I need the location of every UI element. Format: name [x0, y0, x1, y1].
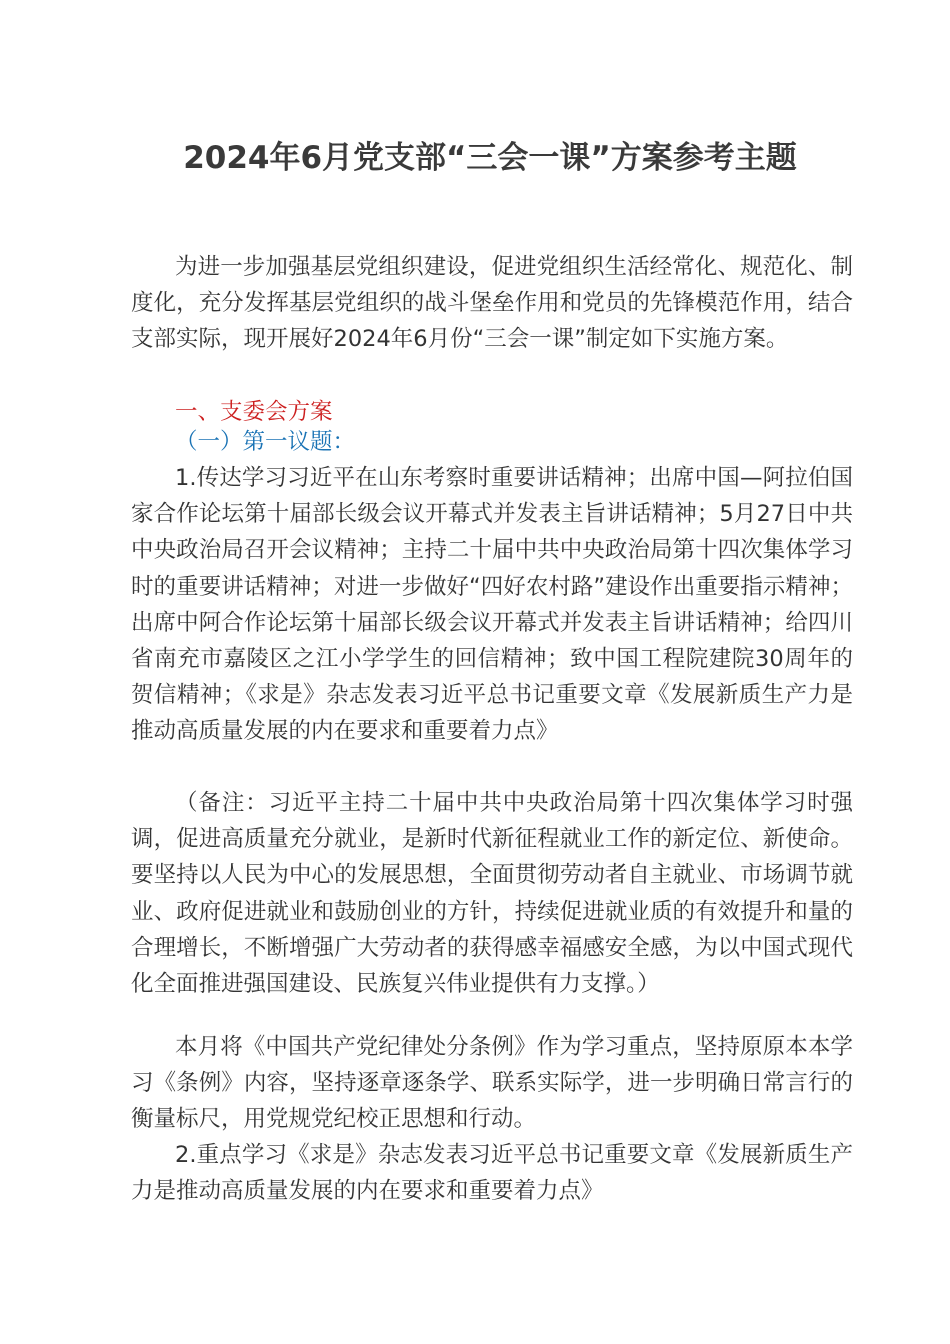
item-1-paragraph: 1.传达学习习近平在山东考察时重要讲话精神；出席中国—阿拉伯国家合作论坛第十届部长级会议开幕式并发表主旨讲话精神；5月27日中共中央政治局召开会议精神；主持二十届中共中央政治局第十四次集体学习时的重要讲话精神；对进一步做好“四好农村路”建设作出重要指示精神；出席中阿合作论坛第十届部长级会议开幕式并发表主旨讲话精神；给四川省南充市嘉陵区之江小学学生的回信精神；致中国工程院建院30周年的贺信精神；《求是》杂志发表习近平总书记重要文章《发展新质生产力是推动高质量发展的内在要求和重要着力点》: [131, 465, 853, 745]
focus-paragraph: 本月将《中国共产党纪律处分条例》作为学习重点，坚持原原本本学习《条例》内容，坚持逐章逐条学、联系实际学，进一步明确日常言行的衡量标尺，用党规党纪校正思想和行动。: [131, 1034, 853, 1133]
document-title: 2024年6月党支部“三会一课”方案参考主题: [183, 140, 797, 176]
intro-paragraph: 为进一步加强基层党组织建设，促进党组织生活经常化、规范化、制度化，充分发挥基层党组织的战斗堡垒作用和党员的先锋模范作用，结合支部实际，现开展好2024年6月份“三会一课”制定如下实施方案。: [131, 254, 853, 353]
item-2-paragraph: 2.重点学习《求是》杂志发表习近平总书记重要文章《发展新质生产力是推动高质量发展的内在要求和重要着力点》: [131, 1142, 853, 1205]
section-heading: 一、支委会方案: [175, 399, 333, 425]
note-paragraph: （备注：习近平主持二十届中共中央政治局第十四次集体学习时强调，促进高质量充分就业，是新时代新征程就业工作的新定位、新使命。要坚持以人民为中心的发展思想，全面贯彻劳动者自主就业、市场调节就业、政府促进就业和鼓励创业的方针，持续促进就业质的有效提升和量的合理增长，不断增强广大劳动者的获得感幸福感安全感，为以中国式现代化全面推进强国建设、民族复兴伟业提供有力支撑。）: [131, 790, 853, 998]
subsection-heading: （一）第一议题：: [175, 429, 356, 455]
